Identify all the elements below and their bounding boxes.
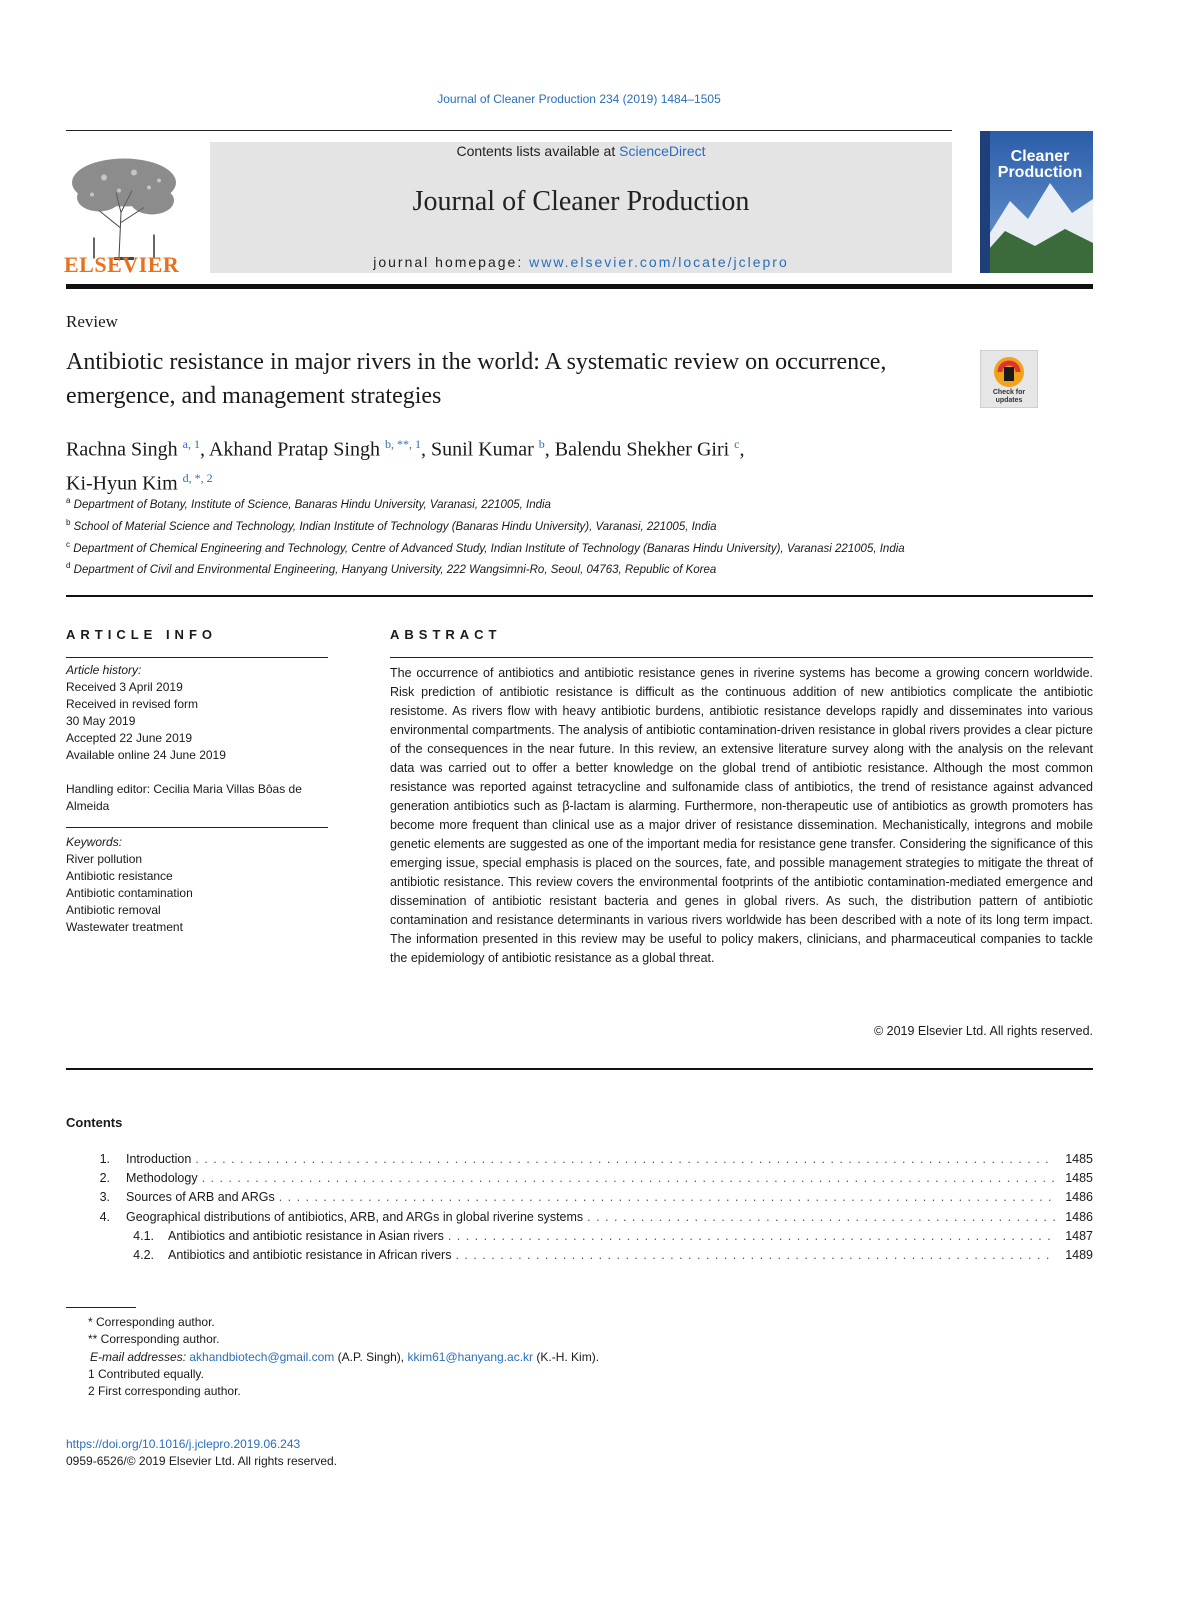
issn-copyright: 0959-6526/© 2019 Elsevier Ltd. All rights reserved. bbox=[66, 1454, 337, 1468]
author-separator: , bbox=[199, 438, 209, 461]
toc-leader bbox=[202, 1171, 1055, 1185]
toc-number: 1. bbox=[99, 1152, 110, 1166]
footnotes bbox=[66, 1314, 666, 1400]
footnote-emails bbox=[66, 1349, 666, 1366]
toc-subentry[interactable] bbox=[66, 1229, 1093, 1248]
history-item: Received 3 April 2019 bbox=[66, 680, 183, 694]
author-name[interactable]: Ki-Hyun Kim bbox=[66, 472, 178, 495]
abstract-heading: ABSTRACT bbox=[390, 627, 502, 642]
affiliation-mark: b bbox=[66, 517, 71, 527]
email-link-singh[interactable]: akhandbiotech@gmail.com bbox=[189, 1349, 335, 1364]
affiliation-text: Department of Chemical Engineering and Technology, Centre of Advanced Study, Indian Institute of Technology (Banaras Hindu University), Varanasi 221005, India bbox=[73, 542, 905, 555]
doi-block bbox=[66, 1436, 337, 1470]
history-item: Received in revised form bbox=[66, 697, 199, 711]
crossmark-label2: updates bbox=[995, 397, 1023, 404]
toc-page[interactable]: 1486 bbox=[1065, 1209, 1093, 1224]
toc-leader bbox=[448, 1229, 1055, 1243]
email-label: E-mail addresses: bbox=[90, 1349, 190, 1364]
affiliation-mark: c bbox=[66, 539, 70, 549]
keywords-label: Keywords: bbox=[66, 835, 123, 849]
journal-cover-image bbox=[980, 131, 1093, 273]
crossmark-label1: Check for bbox=[992, 389, 1026, 396]
affiliation bbox=[66, 536, 946, 558]
author-name[interactable]: Rachna Singh bbox=[66, 438, 178, 461]
toc-number: 4.1. bbox=[133, 1228, 154, 1243]
table-of-contents bbox=[66, 1152, 1093, 1267]
email-owner-kim: (K.-H. Kim). bbox=[533, 1349, 600, 1364]
author-separator: , bbox=[420, 438, 431, 461]
affiliation-mark: d bbox=[66, 561, 71, 571]
author-marks[interactable]: c bbox=[734, 437, 740, 451]
email-owner-singh: (A.P. Singh), bbox=[334, 1349, 408, 1364]
abstract-rule bbox=[390, 657, 1093, 658]
handling-editor: Handling editor: Cecilia Maria Villas Bôas de Almeida bbox=[66, 782, 302, 813]
cover-title-line2: Production bbox=[997, 164, 1083, 181]
author-name[interactable]: Sunil Kumar bbox=[430, 438, 534, 461]
article-info-heading: ARTICLE INFO bbox=[66, 627, 217, 642]
article-title: Antibiotic resistance in major rivers in the world: A systematic review on occurrence, emergence, and management strategies bbox=[66, 349, 887, 409]
affiliation-text: Department of Civil and Environmental Engineering, Hanyang University, 222 Wangsimni-Ro, Seoul, 04763, Republic of Korea bbox=[73, 564, 717, 577]
email-link-kim[interactable]: kkim61@hanyang.ac.kr bbox=[407, 1349, 534, 1364]
toc-number: 4. bbox=[99, 1209, 110, 1224]
toc-leader bbox=[279, 1190, 1055, 1204]
toc-label[interactable]: Antibiotics and antibiotic resistance in African rivers bbox=[168, 1247, 452, 1262]
toc-label[interactable]: Introduction bbox=[126, 1152, 192, 1166]
keyword: River pollution bbox=[66, 852, 143, 866]
keyword: Antibiotic resistance bbox=[66, 869, 173, 883]
toc-page[interactable]: 1487 bbox=[1065, 1228, 1093, 1243]
contents-heading: Contents bbox=[66, 1115, 123, 1130]
footnote-rule bbox=[66, 1307, 136, 1308]
toc-entry[interactable] bbox=[66, 1210, 1093, 1229]
keyword: Antibiotic contamination bbox=[66, 886, 193, 900]
author-list bbox=[66, 430, 966, 497]
author-marks[interactable]: b, **, 1 bbox=[384, 437, 421, 451]
toc-subentry[interactable] bbox=[66, 1248, 1093, 1267]
affiliation bbox=[66, 557, 946, 579]
toc-label[interactable]: Antibiotics and antibiotic resistance in Asian rivers bbox=[168, 1228, 444, 1243]
footnote-corresponding-1: * Corresponding author. bbox=[88, 1315, 215, 1329]
check-for-updates-icon[interactable] bbox=[980, 350, 1038, 408]
history-item: Available online 24 June 2019 bbox=[66, 748, 226, 762]
author-marks[interactable]: b bbox=[538, 437, 545, 451]
toc-number: 4.2. bbox=[133, 1247, 154, 1262]
elsevier-wordmark: ELSEVIER bbox=[64, 252, 180, 277]
affiliation-text: Department of Botany, Institute of Science, Banaras Hindu University, Varanasi, 221005, India bbox=[73, 498, 551, 511]
contents-available-line bbox=[210, 143, 952, 159]
sciencedirect-link[interactable]: ScienceDirect bbox=[619, 143, 706, 159]
author-separator: , bbox=[544, 438, 555, 461]
article-info-rule bbox=[66, 657, 328, 658]
doi-link[interactable]: https://doi.org/10.1016/j.jclepro.2019.06.243 bbox=[66, 1437, 301, 1451]
keyword: Wastewater treatment bbox=[66, 920, 183, 934]
cover-title-line1: Cleaner bbox=[1010, 148, 1070, 165]
keywords-block bbox=[66, 834, 328, 936]
toc-page[interactable]: 1486 bbox=[1065, 1190, 1093, 1205]
footnote-corresponding-2: ** Corresponding author. bbox=[88, 1332, 220, 1347]
running-head[interactable]: Journal of Cleaner Production 234 (2019) 1484–1505 bbox=[437, 92, 721, 106]
affiliation-mark: a bbox=[66, 496, 71, 505]
footnote-2: 2 First corresponding author. bbox=[88, 1384, 241, 1399]
journal-title: Journal of Cleaner Production bbox=[412, 186, 750, 217]
masthead-top-rule bbox=[66, 130, 952, 131]
affiliation-text: School of Material Science and Technology, Indian Institute of Technology (Banaras Hindu University), Varanasi, 221005, India bbox=[73, 520, 717, 533]
footnote-1: 1 Contributed equally. bbox=[88, 1366, 204, 1381]
toc-label[interactable]: Sources of ARB and ARGs bbox=[126, 1190, 275, 1205]
contents-prefix: Contents lists available at bbox=[456, 143, 620, 159]
toc-label[interactable]: Methodology bbox=[126, 1171, 198, 1186]
affiliation bbox=[66, 492, 946, 514]
author-marks[interactable]: a, 1 bbox=[182, 437, 200, 451]
toc-leader bbox=[455, 1248, 1055, 1262]
toc-entry[interactable] bbox=[66, 1152, 1093, 1171]
article-history bbox=[66, 662, 328, 815]
homepage-prefix: journal homepage: bbox=[373, 254, 530, 270]
toc-page[interactable]: 1489 bbox=[1065, 1247, 1093, 1262]
history-item: 30 May 2019 bbox=[66, 714, 136, 728]
toc-page[interactable]: 1485 bbox=[1065, 1152, 1093, 1166]
history-item: Accepted 22 June 2019 bbox=[66, 731, 193, 745]
author-name[interactable]: Akhand Pratap Singh bbox=[208, 438, 380, 461]
header-divider bbox=[66, 595, 1093, 597]
journal-homepage-line bbox=[210, 254, 952, 270]
abstract-end-rule bbox=[66, 1068, 1093, 1070]
masthead-bottom-rule bbox=[66, 284, 1093, 289]
abstract-copyright: © 2019 Elsevier Ltd. All rights reserved. bbox=[873, 1024, 1093, 1038]
author-name[interactable]: Balendu Shekher Giri bbox=[554, 438, 730, 461]
toc-entry[interactable] bbox=[66, 1171, 1093, 1190]
article-type: Review bbox=[66, 312, 118, 331]
keyword: Antibiotic removal bbox=[66, 903, 161, 917]
keywords-rule bbox=[66, 827, 328, 828]
affiliation bbox=[66, 514, 946, 536]
toc-label[interactable]: Geographical distributions of antibiotics, ARB, and ARGs in global riverine systems bbox=[126, 1209, 584, 1224]
toc-entry[interactable] bbox=[66, 1190, 1093, 1209]
author-separator: , bbox=[739, 438, 745, 461]
abstract-text: The occurrence of antibiotics and antibiotic resistance genes in riverine systems has become a growing concern worldwide. Risk prediction of antibiotic resistance is difficult as the continuous addition of new antibiotics complicate the antibiotic resistome. As rivers flow with heavy antibiotic burdens, antibiotic resistance develops rapidly and disseminates into various environmental compartments. The analysis of antibiotic contamination-driven resistance in global rivers provides a clear picture of the consequences in the near future. In this review, an extensive literature survey along with the analysis on the relevant data was carried out to offer a better knowledge on the global trend of antibiotic resistance. Although the most common resistance was reported against tetracycline and sulfonamide class of antibiotics, the trend of resistance against advanced generation antibiotics such as β-lactam is alarming. Furthermore, non-therapeutic use of antibiotics as growth promoters has become more frequent than clinical use as a major driver of resistance dissemination. Mechanistically, integrons and mobile genetic elements are suggested as one of the important media for resistance gene transfer. Considering the significance of this emerging issue, special emphasis is placed on the sources, fate, and possible management strategies to mitigate the threat of antibiotic resistance. This review covers the environmental footprints of the antibiotic contamination-mediated emergence and dissemination of antibiotic resistant bacteria and genes in global rivers. As such, the distribution pattern of antibiotic contamination and resistance determinants in various rivers worldwide has been described with a note of its long term impact. The information presented in this review may be useful to policy makers, clinicians, and pharmaceutical companies to tackle the epidemiology of antibiotic resistance as a global threat. bbox=[390, 666, 1093, 965]
history-label: Article history: bbox=[66, 663, 142, 677]
toc-number: 3. bbox=[99, 1190, 110, 1205]
toc-leader bbox=[195, 1152, 1055, 1166]
toc-page[interactable]: 1485 bbox=[1065, 1171, 1093, 1186]
author-marks[interactable]: d, *, 2 bbox=[182, 470, 213, 485]
affiliation-list bbox=[66, 492, 946, 579]
homepage-link[interactable]: www.elsevier.com/locate/jclepro bbox=[529, 254, 789, 270]
toc-leader bbox=[587, 1210, 1055, 1224]
toc-number: 2. bbox=[99, 1171, 110, 1186]
